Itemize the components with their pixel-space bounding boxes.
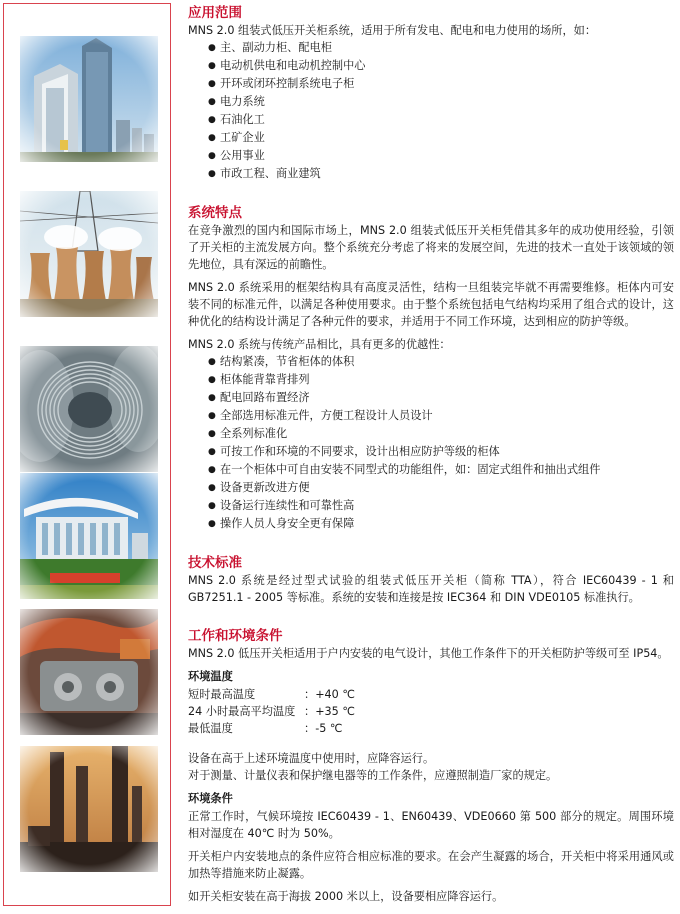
photo-sidebar <box>3 3 171 906</box>
list-item: ● 公用事业 <box>188 147 674 165</box>
list-item: ● 主、副动力柜、配电柜 <box>188 39 674 57</box>
conditions-paragraph-3: 如开关柜安装在高于海拔 2000 米以上，设备要相应降容运行。 <box>188 890 504 903</box>
conditions-paragraph-2: 开关柜户内安装地点的条件应符合相应标准的要求。在会产生凝露的场合，开关柜中将采用通风或加热等措施来防止凝露。 <box>188 850 674 880</box>
list-item: ● 全系列标准化 <box>188 425 674 443</box>
list-item: ● 工矿企业 <box>188 129 674 147</box>
list-item: ● 全部选用标准元件，方便工程设计人员设计 <box>188 407 674 425</box>
temperature-row <box>188 720 674 737</box>
standards-title: 技术标准 <box>188 555 242 571</box>
environment-section <box>188 627 674 905</box>
temperature-row <box>188 686 674 703</box>
temperature-note-2: 对于测量、计量仪表和保护继电器等的工作条件，应遵照制造厂家的规定。 <box>188 769 558 782</box>
application-section <box>188 4 674 183</box>
temperature-value: ：+40 ℃ <box>304 688 355 701</box>
list-item: ● 操作人员人身安全更有保障 <box>188 515 674 533</box>
list-item: ● 设备运行连续性和可靠性高 <box>188 497 674 515</box>
list-item: ● 电动机供电和电动机控制中心 <box>188 57 674 75</box>
standards-paragraph: MNS 2.0 系统是经过型式试验的组装式低压开关柜（简称 TTA），符合 IEC60439 - 1 和 GB7251.1 - 2005 等标准。系统的安装和连接是按 IEC364 和 DIN VDE0105 标准执行。 <box>188 574 674 604</box>
features-title: 系统特点 <box>188 205 242 221</box>
list-item: ● 在一个柜体中可自由安装不同型式的功能组件，如：固定式组件和抽出式组件 <box>188 461 674 479</box>
wire-coils-photo <box>20 346 158 472</box>
application-list <box>188 39 674 183</box>
features-paragraph-2: MNS 2.0 系统采用的框架结构具有高度灵活性，结构一旦组装完毕就不再需要维修。柜体内可安装不同的标准元件，以满足各种使用要求。由于整个系统包括电气结构均采用了组合式的设计，这种优化的结构设计满足了各种元件的要求，并适用于不同工作环境，达到相应的防护等级。 <box>188 281 674 328</box>
list-item: ● 石油化工 <box>188 111 674 129</box>
temperature-label: 最低温度 <box>188 722 233 735</box>
public-building-photo <box>20 473 158 599</box>
temperature-note-1: 设备在高于上述环境温度中使用时，应降容运行。 <box>188 752 435 765</box>
power-plant-cooling-towers-photo <box>20 191 158 317</box>
conditions-heading: 环境条件 <box>188 792 233 805</box>
temperature-value: ：+35 ℃ <box>304 705 355 718</box>
list-item: ● 开环或闭环控制系统电子柜 <box>188 75 674 93</box>
features-paragraph-1: 在竞争激烈的国内和国际市场上，MNS 2.0 组装式低压开关柜凭借其多年的成功使用经验，引领了开关柜的主流发展方向。整个系统充分考虑了将来的发展空间，先进的技术一直处于该领域的领先地位，具有深远的前瞻性。 <box>188 224 674 271</box>
factory-chimneys-photo <box>20 746 158 872</box>
temperature-row <box>188 703 674 720</box>
environment-title: 工作和环境条件 <box>188 628 283 644</box>
features-paragraph-3: MNS 2.0 系统与传统产品相比，具有更多的优越性： <box>188 338 451 351</box>
list-item: ● 市政工程、商业建筑 <box>188 165 674 183</box>
temperature-value: ：-5 ℃ <box>304 722 343 735</box>
list-item: ● 配电回路布置经济 <box>188 389 674 407</box>
temperature-heading: 环境温度 <box>188 670 233 683</box>
features-section <box>188 204 674 533</box>
list-item: ● 柜体能背靠背排列 <box>188 371 674 389</box>
city-skyscraper-photo <box>20 36 158 162</box>
standards-section <box>188 554 674 606</box>
temperature-label: 24 小时最高平均温度 <box>188 705 296 718</box>
application-title: 应用范围 <box>188 5 242 21</box>
features-list <box>188 353 674 533</box>
engine-machinery-photo <box>20 609 158 735</box>
temperature-label: 短时最高温度 <box>188 688 256 701</box>
main-content <box>188 4 674 905</box>
list-item: ● 设备更新改进方便 <box>188 479 674 497</box>
list-item: ● 可按工作和环境的不同要求，设计出相应防护等级的柜体 <box>188 443 674 461</box>
environment-intro: MNS 2.0 低压开关柜适用于户内安装的电气设计，其他工作条件下的开关柜防护等级可至 IP54。 <box>188 647 669 660</box>
conditions-paragraph-1: 正常工作时，气候环境按 IEC60439 - 1、EN60439、VDE0660 第 500 部分的规定。周围环境相对湿度在 40℃ 时为 50%。 <box>188 810 674 840</box>
list-item: ● 结构紧凑，节省柜体的体积 <box>188 353 674 371</box>
application-intro: MNS 2.0 组装式低压开关柜系统，适用于所有发电、配电和电力使用的场所，如： <box>188 24 597 37</box>
list-item: ● 电力系统 <box>188 93 674 111</box>
